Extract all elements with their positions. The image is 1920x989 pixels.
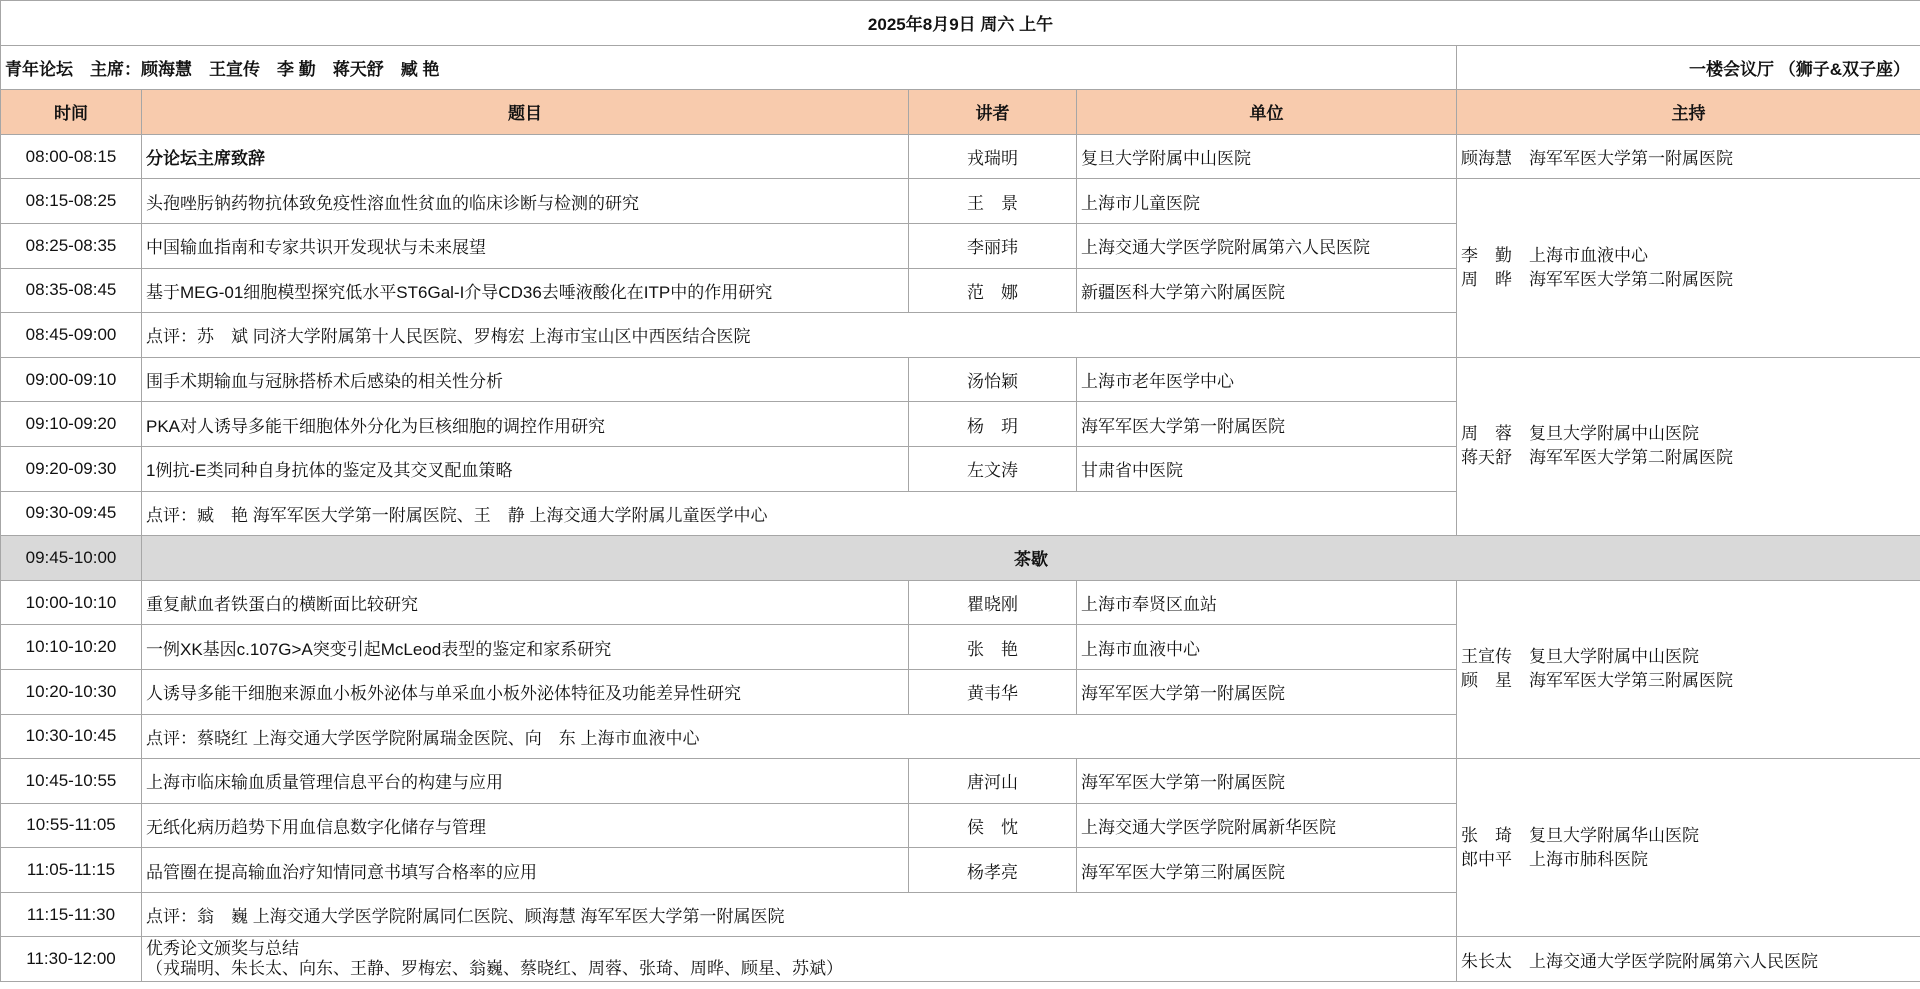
title-cell: 中国输血指南和专家共识开发现状与未来展望 [142, 223, 909, 268]
time-cell: 10:55-11:05 [1, 803, 142, 848]
host-cell [1457, 759, 1920, 937]
comment-cell: 点评：臧 艳 海军军医大学第一附属医院、王 静 上海交通大学附属儿童医学中心 [142, 491, 1457, 536]
unit-cell: 甘肃省中医院 [1077, 446, 1457, 491]
table-row [1, 179, 1920, 224]
time-cell: 09:10-09:20 [1, 402, 142, 447]
title-cell: 一例XK基因c.107G>A突变引起McLeod表型的鉴定和家系研究 [142, 625, 909, 670]
title-cell: 上海市临床输血质量管理信息平台的构建与应用 [142, 759, 909, 804]
title-cell: 基于MEG-01细胞模型探究低水平ST6Gal-I介导CD36去唾液酸化在ITP中的作用研究 [142, 268, 909, 313]
title-cell: 1例抗-E类同种自身抗体的鉴定及其交叉配血策略 [142, 446, 909, 491]
unit-cell: 上海交通大学医学院附属新华医院 [1077, 803, 1457, 848]
date-title: 2025年8月9日 周六 上午 [1, 1, 1920, 46]
column-header-row [1, 90, 1920, 135]
time-cell: 08:15-08:25 [1, 179, 142, 224]
comment-cell: 点评：苏 斌 同济大学附属第十人民医院、罗梅宏 上海市宝山区中西医结合医院 [142, 313, 1457, 358]
table-row [1, 937, 1920, 982]
unit-cell: 新疆医科大学第六附属医院 [1077, 268, 1457, 313]
time-cell: 09:00-09:10 [1, 357, 142, 402]
title-cell: PKA对人诱导多能干细胞体外分化为巨核细胞的调控作用研究 [142, 402, 909, 447]
unit-cell: 上海市奉贤区血站 [1077, 580, 1457, 625]
host-cell [1457, 357, 1920, 535]
host-cell [1457, 179, 1920, 357]
table-row-break [1, 536, 1920, 581]
speaker-cell: 范 娜 [909, 268, 1077, 313]
time-cell: 08:35-08:45 [1, 268, 142, 313]
title-cell: 分论坛主席致辞 [142, 134, 909, 179]
host-line: 张 琦 复旦大学附属华山医院 [1461, 825, 1699, 845]
comment-cell: 点评：蔡晓红 上海交通大学医学院附属瑞金医院、向 东 上海市血液中心 [142, 714, 1457, 759]
venue: 一楼会议厅 （狮子&双子座） [1457, 45, 1920, 90]
host-line: 郎中平 上海市肺科医院 [1461, 849, 1648, 869]
host-line: 顾 星 海军军医大学第三附属医院 [1461, 671, 1733, 691]
host-line: 蒋天舒 海军军医大学第二附属医院 [1461, 448, 1733, 468]
forum-chairs: 青年论坛 主席：顾海慧 王宣传 李 勤 蒋天舒 臧 艳 [1, 45, 1457, 90]
title-cell: 人诱导多能干细胞来源血小板外泌体与单采血小板外泌体特征及功能差异性研究 [142, 669, 909, 714]
host-line: 李 勤 上海市血液中心 [1461, 246, 1648, 266]
title-cell: 品管圈在提高输血治疗知情同意书填写合格率的应用 [142, 848, 909, 893]
speaker-cell: 左文涛 [909, 446, 1077, 491]
speaker-cell: 李丽玮 [909, 223, 1077, 268]
col-header-unit: 单位 [1077, 90, 1457, 135]
title-cell: 无纸化病历趋势下用血信息数字化储存与管理 [142, 803, 909, 848]
awards-participants: （戎瑞明、朱长太、向东、王静、罗梅宏、翁巍、蔡晓红、周蓉、张琦、周晔、顾星、苏斌） [146, 959, 843, 979]
awards-cell [142, 937, 1457, 982]
col-header-title: 题目 [142, 90, 909, 135]
speaker-cell: 王 景 [909, 179, 1077, 224]
speaker-cell: 黄韦华 [909, 669, 1077, 714]
unit-cell: 上海市老年医学中心 [1077, 357, 1457, 402]
time-cell: 11:15-11:30 [1, 892, 142, 937]
unit-cell: 上海市血液中心 [1077, 625, 1457, 670]
title-cell: 头孢唑肟钠药物抗体致免疫性溶血性贫血的临床诊断与检测的研究 [142, 179, 909, 224]
time-cell: 08:45-09:00 [1, 313, 142, 358]
unit-cell: 上海交通大学医学院附属第六人民医院 [1077, 223, 1457, 268]
title-cell: 重复献血者铁蛋白的横断面比较研究 [142, 580, 909, 625]
unit-cell: 海军军医大学第一附属医院 [1077, 759, 1457, 804]
host-line: 周 蓉 复旦大学附属中山医院 [1461, 424, 1699, 444]
host-line: 周 晔 海军军医大学第二附属医院 [1461, 270, 1733, 290]
unit-cell: 海军军医大学第一附属医院 [1077, 669, 1457, 714]
title-cell: 围手术期输血与冠脉搭桥术后感染的相关性分析 [142, 357, 909, 402]
speaker-cell: 张 艳 [909, 625, 1077, 670]
unit-cell: 上海市儿童医院 [1077, 179, 1457, 224]
time-cell: 11:30-12:00 [1, 937, 142, 982]
speaker-cell: 汤怡颖 [909, 357, 1077, 402]
table-row [1, 357, 1920, 402]
host-cell: 顾海慧 海军军医大学第一附属医院 [1457, 134, 1920, 179]
time-cell: 10:10-10:20 [1, 625, 142, 670]
time-cell: 08:00-08:15 [1, 134, 142, 179]
tea-break-label: 茶歇 [142, 536, 1920, 581]
time-cell: 11:05-11:15 [1, 848, 142, 893]
time-cell: 10:20-10:30 [1, 669, 142, 714]
table-row [1, 759, 1920, 804]
col-header-time: 时间 [1, 90, 142, 135]
unit-cell: 海军军医大学第一附属医院 [1077, 402, 1457, 447]
host-line: 王宣传 复旦大学附属中山医院 [1461, 647, 1699, 667]
unit-cell: 海军军医大学第三附属医院 [1077, 848, 1457, 893]
time-cell: 08:25-08:35 [1, 223, 142, 268]
table-row [1, 580, 1920, 625]
unit-cell: 复旦大学附属中山医院 [1077, 134, 1457, 179]
time-cell: 09:45-10:00 [1, 536, 142, 581]
table-row [1, 134, 1920, 179]
host-cell [1457, 580, 1920, 758]
speaker-cell: 杨孝亮 [909, 848, 1077, 893]
speaker-cell: 瞿晓刚 [909, 580, 1077, 625]
col-header-host: 主持 [1457, 90, 1920, 135]
speaker-cell: 侯 忱 [909, 803, 1077, 848]
time-cell: 10:00-10:10 [1, 580, 142, 625]
speaker-cell: 唐河山 [909, 759, 1077, 804]
col-header-speaker: 讲者 [909, 90, 1077, 135]
speaker-cell: 杨 玥 [909, 402, 1077, 447]
awards-title: 优秀论文颁奖与总结 [146, 939, 299, 959]
time-cell: 10:30-10:45 [1, 714, 142, 759]
host-cell: 朱长太 上海交通大学医学院附属第六人民医院 [1457, 937, 1920, 982]
speaker-cell: 戎瑞明 [909, 134, 1077, 179]
time-cell: 09:20-09:30 [1, 446, 142, 491]
time-cell: 10:45-10:55 [1, 759, 142, 804]
comment-cell: 点评：翁 巍 上海交通大学医学院附属同仁医院、顾海慧 海军军医大学第一附属医院 [142, 892, 1457, 937]
time-cell: 09:30-09:45 [1, 491, 142, 536]
